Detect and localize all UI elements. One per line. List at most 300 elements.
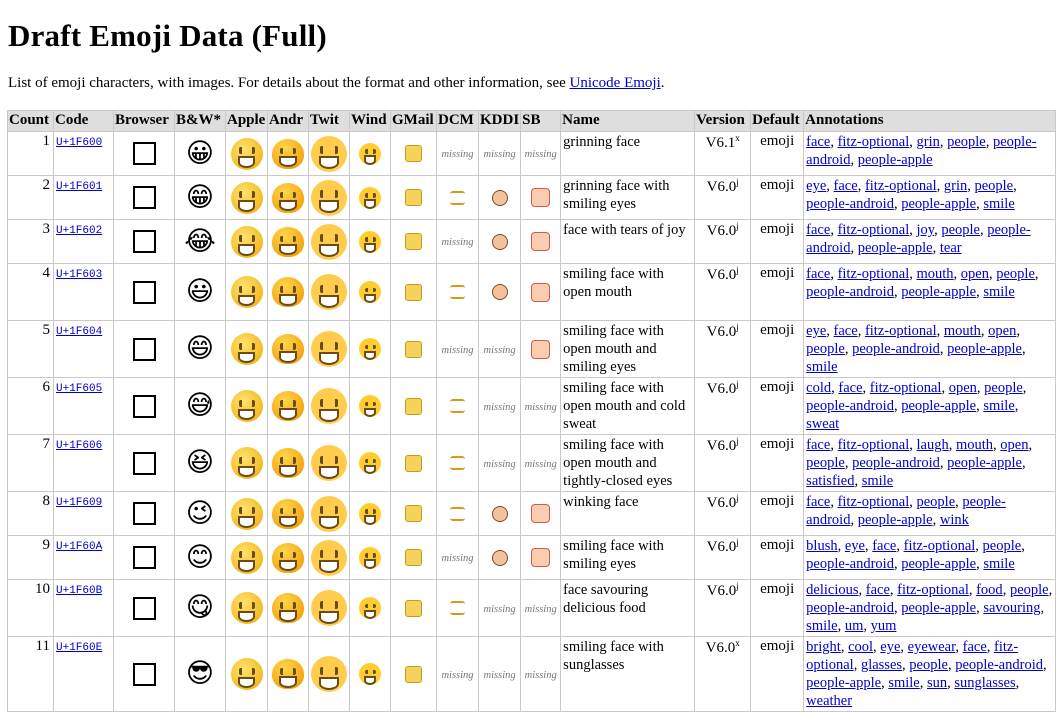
face-mouth [238, 409, 256, 421]
bw-emoji-icon: 😊 [185, 541, 215, 573]
sb-cell [521, 580, 561, 637]
annotation-link[interactable]: fitz-optional [864, 178, 937, 194]
annotations-cell: delicious, face, fitz-optional, food, people, people-android, people-apple, savouring, smile, um, yum [804, 580, 1056, 637]
annotation-link[interactable]: face [962, 639, 987, 655]
face-mouth [319, 677, 339, 690]
default-cell: emoji [751, 264, 804, 321]
version-text: V6.0 [706, 267, 737, 283]
android-emoji-icon [272, 543, 304, 573]
android-emoji-icon [272, 448, 304, 478]
android-emoji-icon [272, 277, 304, 307]
annotation-link[interactable]: people-apple [806, 675, 882, 691]
annotation-link[interactable]: people [982, 538, 1022, 554]
annotation-link[interactable]: bright [806, 639, 841, 655]
bw-emoji-icon: 😎 [185, 658, 215, 689]
annotation-link[interactable]: fitz-optional [806, 639, 1019, 673]
windows-cell [350, 637, 391, 712]
count-cell: 11 [8, 637, 54, 712]
softbank-emoji-icon [531, 283, 550, 302]
face-eyes [365, 288, 376, 293]
annotation-link[interactable]: smile [983, 196, 1015, 212]
face-eyes [320, 667, 338, 675]
annotation-link[interactable]: eye [880, 639, 901, 655]
missing-label: missing [441, 149, 474, 160]
code-link[interactable]: U+1F60E [56, 642, 103, 654]
apple-emoji-icon [231, 138, 263, 170]
gmail-cell [391, 378, 437, 435]
code-cell [54, 132, 114, 176]
face-eyes [239, 147, 255, 154]
table-row [8, 264, 1056, 321]
gmail-cell [391, 580, 437, 637]
annotation-link[interactable]: people [909, 657, 948, 673]
windows-emoji-icon [359, 187, 381, 209]
windows-emoji-icon [359, 231, 381, 253]
twitter-emoji-icon [311, 180, 347, 216]
name-cell: face savouring delicious food [561, 580, 695, 637]
annotation-link[interactable]: eye [806, 323, 827, 339]
windows-emoji-icon [359, 547, 381, 569]
count-cell: 4 [8, 264, 54, 321]
code-link[interactable]: U+1F606 [56, 440, 103, 452]
annotations-cell: bright, cool, eye, eyewear, face, fitz-optional, glasses, people, people-android, people-apple, smile, sun, sunglasses, weather [804, 637, 1056, 712]
twitter-cell [309, 264, 350, 321]
annotation-link[interactable]: yum [870, 618, 897, 634]
missing-glyph-box-icon [133, 395, 156, 418]
code-cell [54, 264, 114, 321]
annotation-link[interactable]: people-android [806, 600, 894, 616]
gmail-cell [391, 637, 437, 712]
browser-cell [114, 378, 175, 435]
windows-cell [350, 176, 391, 220]
version-cell [695, 435, 751, 492]
face-mouth [279, 351, 297, 362]
annotation-link[interactable]: people-android [852, 341, 940, 357]
softbank-emoji-icon [531, 548, 550, 567]
annotations-cell: face, fitz-optional, people, people-android, people-apple, wink [804, 492, 1056, 536]
version-cell [695, 580, 751, 637]
column-header: Wind [350, 111, 391, 132]
twitter-cell [309, 321, 350, 378]
browser-cell [114, 580, 175, 637]
annotation-link[interactable]: open [948, 380, 977, 396]
annotation-link[interactable]: weather [806, 693, 853, 709]
face-mouth [279, 560, 297, 571]
version-source: j [736, 221, 739, 231]
annotation-link[interactable]: people-apple [947, 455, 1022, 471]
code-link[interactable]: U+1F600 [56, 137, 103, 149]
annotation-link[interactable]: people [1009, 582, 1049, 598]
annotation-link[interactable]: mouth [943, 323, 981, 339]
annotation-link[interactable]: face [838, 380, 863, 396]
kddi-emoji-icon [492, 550, 508, 566]
apple-cell [226, 536, 268, 580]
softbank-emoji-icon [531, 504, 550, 523]
twitter-emoji-icon [311, 445, 347, 481]
face-mouth [364, 155, 376, 164]
version-cell [695, 492, 751, 536]
kddi-cell [479, 637, 521, 712]
face-mouth [279, 244, 297, 255]
apple-cell [226, 321, 268, 378]
kddi-cell [479, 378, 521, 435]
annotation-link[interactable]: fitz-optional [897, 582, 969, 598]
name-cell: smiling face with open mouth and tightly-closed eyes [561, 435, 695, 492]
annotation-link[interactable]: face [865, 582, 890, 598]
annotation-link[interactable]: sun [926, 675, 948, 691]
annotation-link[interactable]: face [806, 222, 831, 238]
code-link[interactable]: U+1F609 [56, 497, 103, 509]
apple-cell [226, 637, 268, 712]
twitter-cell [309, 580, 350, 637]
code-link[interactable]: U+1F605 [56, 383, 103, 395]
face-eyes [365, 237, 376, 242]
face-mouth [319, 560, 339, 573]
annotation-link[interactable]: fitz-optional [903, 538, 976, 554]
column-header: Name [561, 111, 695, 132]
missing-glyph-box-icon [133, 186, 156, 209]
face-eyes [280, 148, 296, 155]
annotation-link[interactable]: eyewear [907, 639, 956, 655]
apple-cell [226, 220, 268, 264]
face-eyes [280, 400, 296, 407]
annotation-link[interactable]: face [806, 494, 831, 510]
intro-end: . [660, 75, 665, 91]
gmail-emoji-icon [405, 600, 422, 617]
annotation-link[interactable]: smile [888, 675, 920, 691]
annotation-link[interactable]: people-android [806, 134, 1037, 168]
annotation-link[interactable]: people-apple [857, 512, 933, 528]
windows-cell [350, 580, 391, 637]
gmail-emoji-icon [405, 549, 422, 566]
face-eyes [365, 345, 376, 350]
annotation-link[interactable]: smile [983, 556, 1015, 572]
browser-cell [114, 321, 175, 378]
annotation-link[interactable]: people-android [806, 398, 894, 414]
annotation-link[interactable]: face [833, 178, 858, 194]
twitter-cell [309, 637, 350, 712]
table-row [8, 637, 1056, 712]
version-source: j [736, 322, 739, 332]
face-mouth [319, 466, 339, 479]
twitter-emoji-icon [311, 388, 347, 424]
annotation-link[interactable]: people [916, 494, 956, 510]
column-header: DCM [437, 111, 479, 132]
count-cell: 9 [8, 536, 54, 580]
android-emoji-icon [272, 659, 304, 689]
annotation-link[interactable]: grin [916, 134, 940, 150]
annotation-link[interactable]: laugh [916, 437, 949, 453]
browser-cell [114, 264, 175, 321]
table-row [8, 580, 1056, 637]
face-mouth [319, 409, 339, 422]
kddi-cell [479, 492, 521, 536]
browser-cell [114, 176, 175, 220]
annotation-link[interactable]: joy [916, 222, 935, 238]
version-text: V6.0 [705, 640, 736, 656]
annotation-link[interactable]: people [806, 341, 845, 357]
annotation-link[interactable]: fitz-optional [837, 494, 910, 510]
annotation-link[interactable]: fitz-optional [837, 134, 910, 150]
annotation-link[interactable]: face [806, 266, 831, 282]
annotation-link[interactable]: sunglasses [954, 675, 1016, 691]
annotation-link[interactable]: glasses [860, 657, 903, 673]
table-row [8, 220, 1056, 264]
missing-label: missing [483, 401, 516, 413]
missing-label: missing [524, 458, 557, 470]
bw-emoji-icon: 😋 [185, 592, 215, 623]
annotation-link[interactable]: people-apple [901, 196, 977, 212]
android-cell [268, 220, 309, 264]
annotation-link[interactable]: fitz-optional [864, 323, 937, 339]
annotation-link[interactable]: people-apple [901, 556, 977, 572]
annotation-link[interactable]: people-apple [947, 341, 1022, 357]
annotations-cell: face, fitz-optional, grin, people, people-android, people-apple [804, 132, 1056, 176]
version-cell [695, 176, 751, 220]
annotation-link[interactable]: people-android [806, 284, 894, 300]
version-text: V6.1 [705, 135, 736, 151]
annotation-link[interactable]: savouring [983, 600, 1041, 616]
annotation-link[interactable]: people-apple [901, 284, 977, 300]
face-eyes [280, 343, 296, 350]
column-header: SB [521, 111, 561, 132]
annotation-link[interactable]: face [806, 437, 831, 453]
missing-glyph-box-icon [133, 281, 156, 304]
face-mouth [364, 294, 376, 303]
annotation-link[interactable]: grin [943, 178, 968, 194]
annotation-link[interactable]: people [947, 134, 986, 150]
windows-emoji-icon [359, 281, 381, 303]
gmail-emoji-icon [405, 666, 422, 683]
face-eyes [239, 602, 255, 609]
face-mouth [279, 516, 297, 527]
face-eyes [320, 601, 338, 609]
annotation-link[interactable]: people-apple [857, 152, 933, 168]
face-eyes [320, 399, 338, 407]
windows-cell [350, 435, 391, 492]
apple-emoji-icon [231, 498, 263, 530]
dcm-emoji-icon [450, 399, 465, 413]
annotation-link[interactable]: smile [861, 473, 894, 489]
android-emoji-icon [272, 334, 304, 364]
missing-label: missing [483, 344, 516, 356]
version-text: V6.0 [706, 223, 737, 239]
default-cell: emoji [751, 132, 804, 176]
count-cell: 5 [8, 321, 54, 378]
face-eyes [365, 402, 376, 407]
android-emoji-icon [272, 227, 304, 257]
count-cell: 7 [8, 435, 54, 492]
dcm-cell [437, 580, 479, 637]
annotation-link[interactable]: face [833, 323, 858, 339]
annotation-link[interactable]: eye [844, 538, 865, 554]
face-eyes [239, 343, 255, 350]
face-eyes [280, 236, 296, 243]
apple-cell [226, 492, 268, 536]
code-cell [54, 378, 114, 435]
code-link[interactable]: U+1F604 [56, 326, 103, 338]
code-link[interactable]: U+1F601 [56, 181, 103, 193]
twitter-cell [309, 536, 350, 580]
annotation-link[interactable]: blush [806, 538, 838, 554]
bw-emoji-icon: 😅 [185, 390, 215, 421]
annotation-link[interactable]: fitz-optional [837, 266, 910, 282]
code-cell [54, 435, 114, 492]
annotation-link[interactable]: fitz-optional [837, 437, 910, 453]
annotation-link[interactable]: um [844, 618, 864, 634]
gmail-cell [391, 321, 437, 378]
android-cell [268, 264, 309, 321]
annotation-link[interactable]: open [1000, 437, 1029, 453]
bw-cell [175, 435, 226, 492]
kddi-cell [479, 132, 521, 176]
table-row [8, 132, 1056, 176]
annotation-link[interactable]: people-android [806, 556, 894, 572]
android-cell [268, 492, 309, 536]
annotation-link[interactable]: people-android [806, 494, 1006, 528]
annotation-link[interactable]: food [976, 582, 1003, 598]
face-mouth [319, 611, 339, 624]
annotation-link[interactable]: people [806, 455, 845, 471]
missing-label: missing [524, 401, 557, 413]
face-eyes [239, 507, 255, 514]
count-cell: 10 [8, 580, 54, 637]
face-eyes [239, 668, 255, 675]
count-cell: 3 [8, 220, 54, 264]
annotation-link[interactable]: cool [848, 639, 874, 655]
version-cell [695, 321, 751, 378]
annotation-link[interactable]: smile [806, 359, 838, 375]
annotation-link[interactable]: sweat [806, 416, 840, 432]
browser-cell [114, 435, 175, 492]
annotation-link[interactable]: smile [983, 284, 1015, 300]
annotation-link[interactable]: people [996, 266, 1035, 282]
bw-cell [175, 492, 226, 536]
dcm-cell [437, 492, 479, 536]
annotation-link[interactable]: delicious [806, 582, 859, 598]
unicode-emoji-link[interactable]: Unicode Emoji [569, 75, 661, 91]
gmail-cell [391, 492, 437, 536]
annotation-link[interactable]: wink [939, 512, 969, 528]
annotation-link[interactable]: people-android [955, 657, 1043, 673]
face-eyes [280, 602, 296, 609]
annotation-link[interactable]: tear [939, 240, 962, 256]
missing-label: missing [441, 237, 474, 248]
version-text: V6.0 [706, 324, 737, 340]
face-eyes [365, 193, 376, 198]
bw-cell [175, 321, 226, 378]
default-cell: emoji [751, 378, 804, 435]
version-text: V6.0 [706, 583, 737, 599]
annotation-link[interactable]: people-android [852, 455, 940, 471]
android-emoji-icon [272, 499, 304, 529]
table-row [8, 378, 1056, 435]
annotation-link[interactable]: people-android [806, 196, 894, 212]
apple-cell [226, 378, 268, 435]
missing-label: missing [524, 603, 557, 615]
sb-cell [521, 435, 561, 492]
default-cell: emoji [751, 321, 804, 378]
code-link[interactable]: U+1F602 [56, 225, 103, 237]
face-mouth [364, 199, 376, 208]
twitter-cell [309, 176, 350, 220]
missing-glyph-box-icon [133, 663, 156, 686]
browser-cell [114, 492, 175, 536]
dcm-emoji-icon [450, 285, 465, 299]
annotation-link[interactable]: people-android [806, 222, 1031, 256]
face-mouth [238, 156, 256, 168]
annotation-link[interactable]: face [806, 134, 831, 150]
annotation-link[interactable]: satisfied [806, 473, 855, 489]
annotation-link[interactable]: mouth [916, 266, 954, 282]
dcm-cell [437, 435, 479, 492]
gmail-emoji-icon [405, 145, 422, 162]
annotations-cell: face, fitz-optional, joy, people, people-android, people-apple, tear [804, 220, 1056, 264]
annotation-link[interactable]: people [984, 380, 1023, 396]
version-text: V6.0 [706, 438, 737, 454]
annotation-link[interactable]: eye [806, 178, 827, 194]
annotation-link[interactable]: face [872, 538, 897, 554]
gmail-cell [391, 176, 437, 220]
version-cell [695, 132, 751, 176]
face-mouth [364, 351, 376, 360]
browser-cell [114, 637, 175, 712]
twitter-emoji-icon [311, 274, 347, 310]
column-header: GMail [391, 111, 437, 132]
column-header: Code [54, 111, 114, 132]
apple-emoji-icon [231, 542, 263, 574]
version-text: V6.0 [706, 381, 737, 397]
count-cell: 8 [8, 492, 54, 536]
header-row [8, 111, 1056, 132]
face-eyes [280, 552, 296, 559]
intro-paragraph [8, 75, 665, 92]
annotation-link[interactable]: smile [983, 398, 1015, 414]
kddi-cell [479, 220, 521, 264]
bw-cell [175, 637, 226, 712]
version-source: x [735, 133, 740, 143]
annotation-link[interactable]: people [941, 222, 980, 238]
version-cell [695, 378, 751, 435]
annotation-link[interactable]: fitz-optional [869, 380, 942, 396]
code-link[interactable]: U+1F603 [56, 269, 103, 281]
annotation-link[interactable]: cold [806, 380, 832, 396]
gmail-emoji-icon [405, 455, 422, 472]
annotation-link[interactable]: smile [806, 618, 838, 634]
android-cell [268, 321, 309, 378]
annotation-link[interactable]: people-apple [901, 398, 977, 414]
annotation-link[interactable]: people-apple [901, 600, 977, 616]
twitter-cell [309, 492, 350, 536]
code-link[interactable]: U+1F60A [56, 541, 103, 553]
annotation-link[interactable]: people [974, 178, 1014, 194]
windows-emoji-icon [359, 143, 381, 165]
windows-cell [350, 321, 391, 378]
annotation-link[interactable]: people-apple [857, 240, 933, 256]
dcm-emoji-icon [450, 456, 465, 470]
version-source: j [736, 265, 739, 275]
code-link[interactable]: U+1F60B [56, 585, 103, 597]
annotation-link[interactable]: fitz-optional [837, 222, 910, 238]
annotation-link[interactable]: mouth [955, 437, 994, 453]
missing-glyph-box-icon [133, 502, 156, 525]
sb-cell [521, 176, 561, 220]
face-eyes [320, 146, 338, 154]
missing-label: missing [441, 553, 474, 564]
annotation-link[interactable]: open [960, 266, 989, 282]
face-eyes [280, 286, 296, 293]
annotation-link[interactable]: open [988, 323, 1017, 339]
